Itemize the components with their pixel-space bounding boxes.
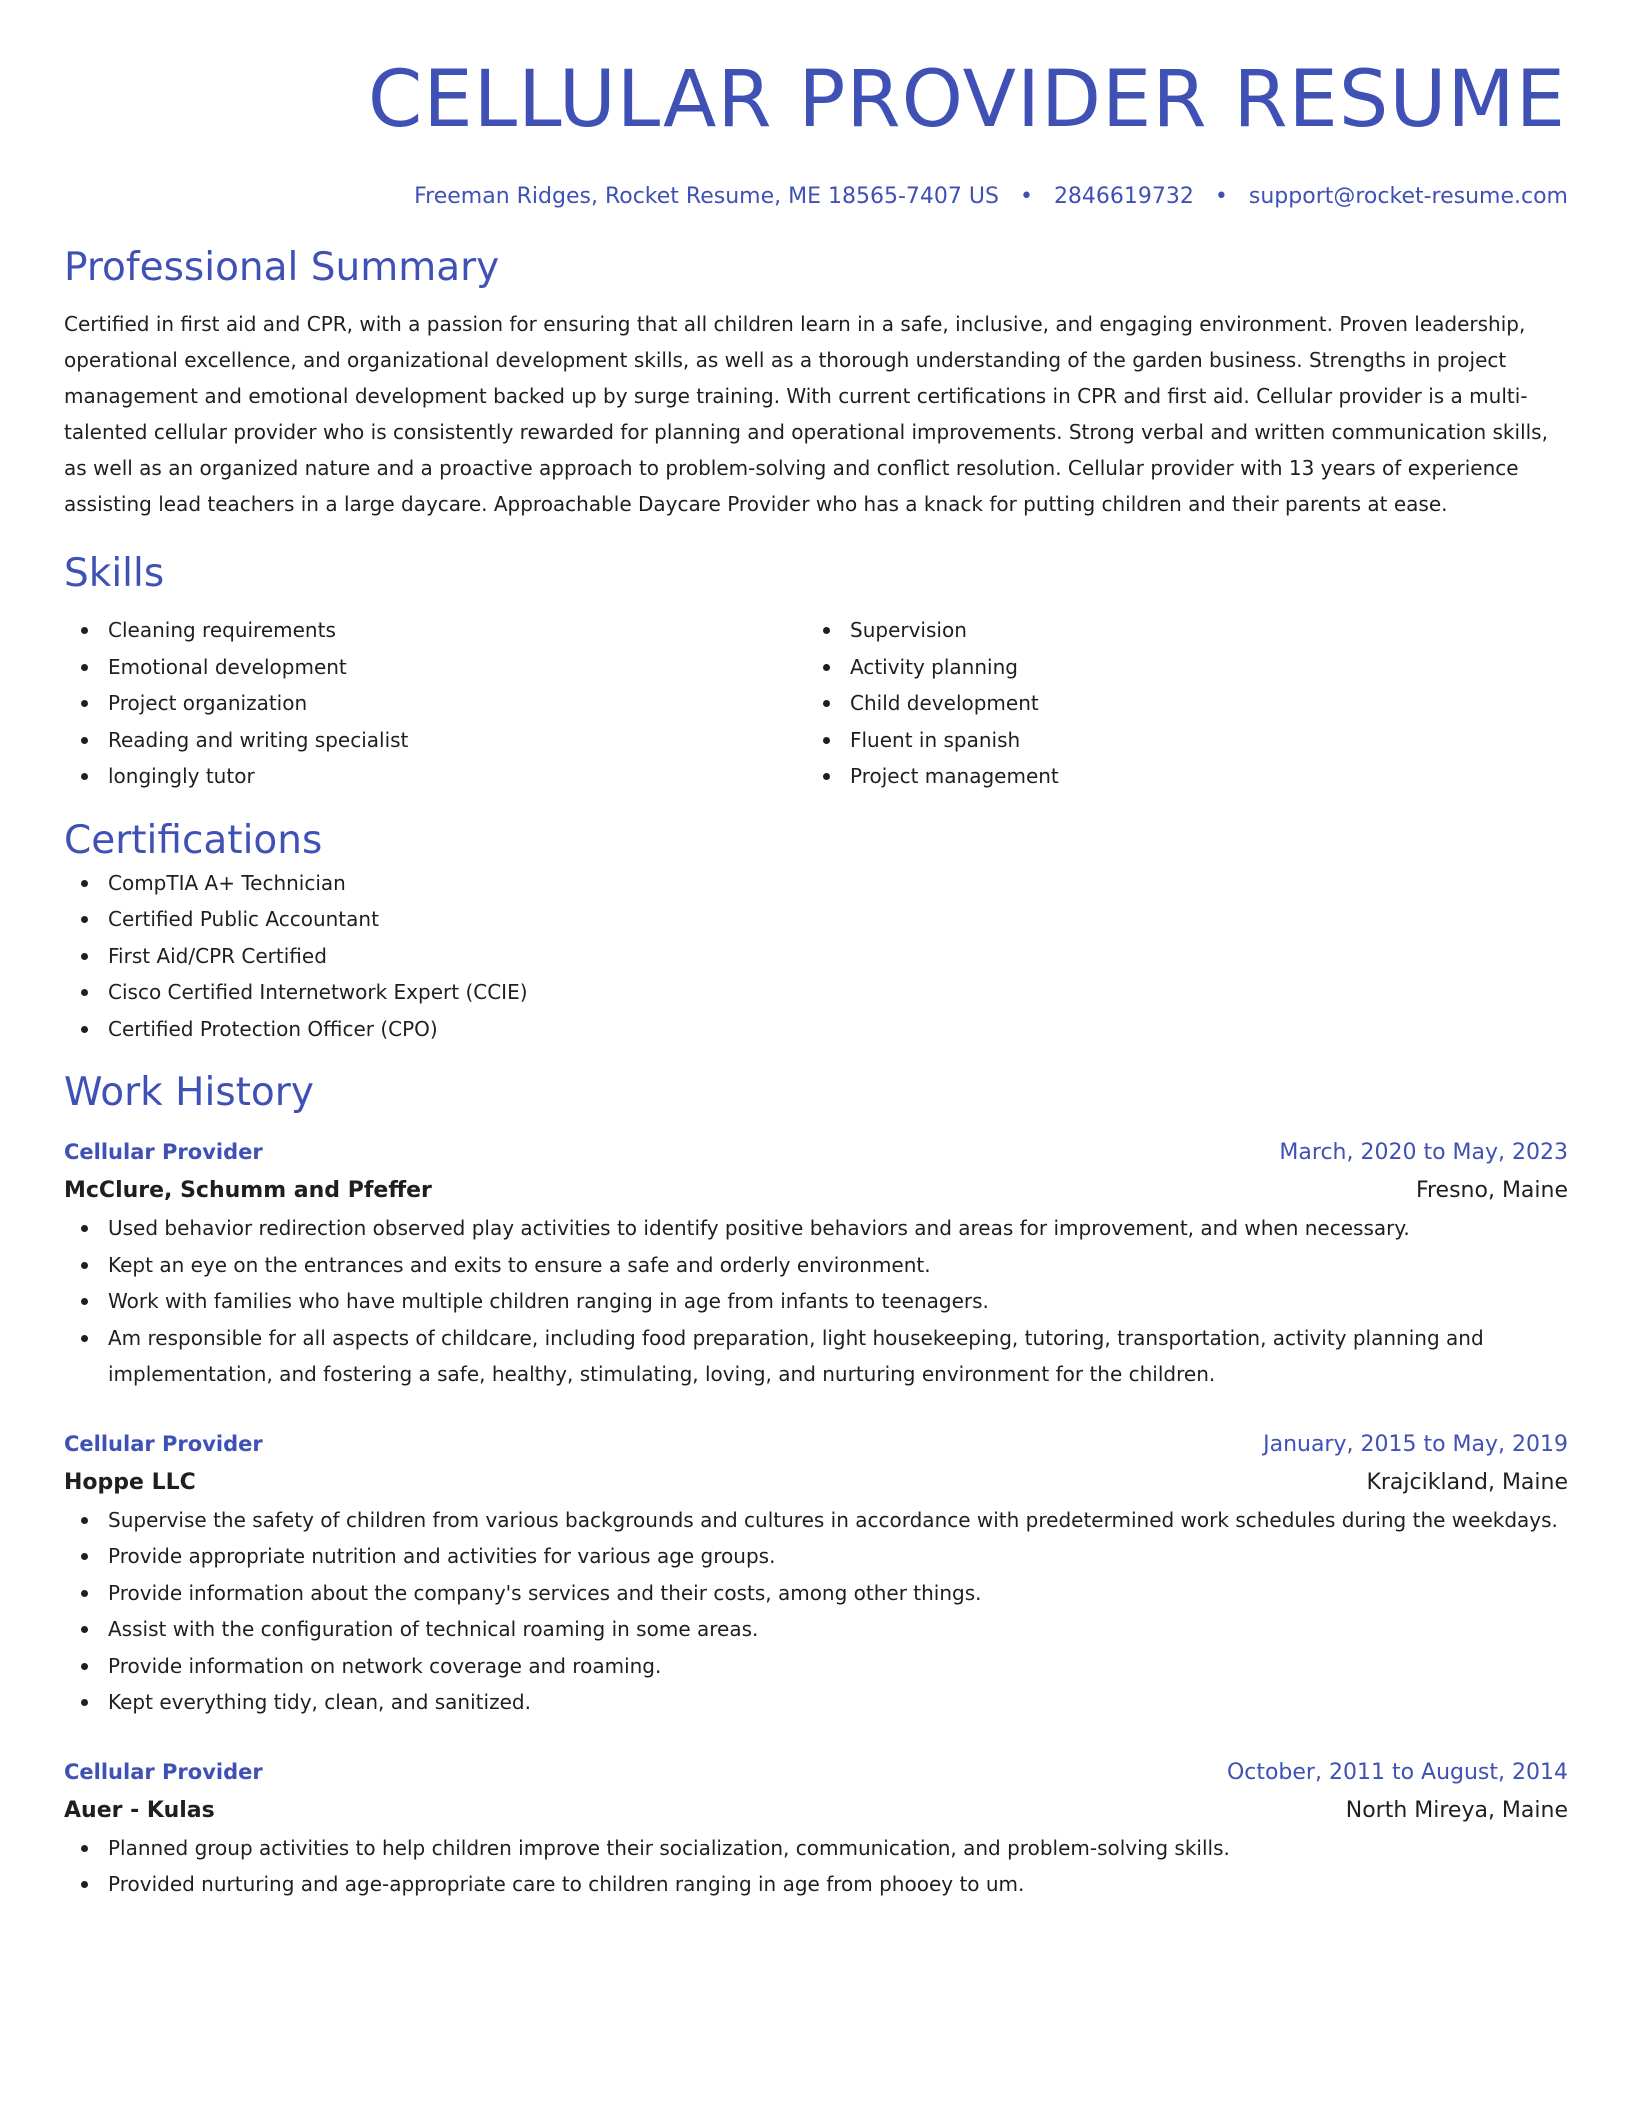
job-dates: October, 2011 to August, 2014 bbox=[1226, 1759, 1568, 1785]
certification-item: Cisco Certified Internetwork Expert (CCIE) bbox=[108, 974, 1568, 1011]
job-duty-item: Planned group activities to help children improve their socialization, communication, and problem-solving skills. bbox=[108, 1830, 1568, 1867]
skill-item: Emotional development bbox=[108, 649, 806, 686]
certifications-list bbox=[64, 865, 1568, 1048]
certification-item: Certified Public Accountant bbox=[108, 901, 1568, 938]
job-duty-item: Used behavior redirection observed play activities to identify positive behaviors and areas for improvement, and when necessary. bbox=[108, 1210, 1568, 1247]
summary-text: Certified in first aid and CPR, with a passion for ensuring that all children learn in a safe, inclusive, and engaging environment. Proven leadership, operational excellence, and organizational development skills, as well as a thorough understanding of the garden business. Strengths in project management and emotional development backed up by surge training. With current certifications in CPR and first aid. Cellular provider is a multi-talented cellular provider who is consistently rewarded for planning and operational improvements. Strong verbal and written communication skills, as well as an organized nature and a proactive approach to problem-solving and conflict resolution. Cellular provider with 13 years of experience assisting lead teachers in a large daycare. Approachable Daycare Provider who has a knack for putting children and their parents at ease. bbox=[64, 312, 1548, 516]
certifications-section bbox=[64, 817, 1568, 1048]
certification-item: CompTIA A+ Technician bbox=[108, 865, 1568, 902]
skills-list-right bbox=[806, 612, 1568, 795]
job-entry bbox=[64, 1425, 1568, 1721]
job-duty-item: Provide appropriate nutrition and activities for various age groups. bbox=[108, 1538, 1568, 1575]
skill-item: Fluent in spanish bbox=[850, 722, 1568, 759]
professional-summary-section bbox=[64, 244, 1568, 522]
skill-item: Reading and writing specialist bbox=[108, 722, 806, 759]
certification-item: Certified Protection Officer (CPO) bbox=[108, 1011, 1568, 1048]
job-duties-list bbox=[64, 1830, 1568, 1903]
job-duties-list bbox=[64, 1502, 1568, 1721]
skill-item: Project organization bbox=[108, 685, 806, 722]
work-history-section bbox=[64, 1069, 1568, 1903]
job-duty-item: Provide information on network coverage and roaming. bbox=[108, 1648, 1568, 1685]
certification-item: First Aid/CPR Certified bbox=[108, 938, 1568, 975]
job-dates: January, 2015 to May, 2019 bbox=[1263, 1431, 1568, 1457]
job-duty-item: Work with families who have multiple children ranging in age from infants to teenagers. bbox=[108, 1283, 1568, 1320]
contact-address: Freeman Ridges, Rocket Resume, ME 18565-7407 US bbox=[414, 184, 999, 209]
contact-phone: 2846619732 bbox=[1053, 184, 1194, 209]
skill-item: Cleaning requirements bbox=[108, 612, 806, 649]
skill-item: Activity planning bbox=[850, 649, 1568, 686]
job-company-row bbox=[64, 1172, 1568, 1210]
job-title-row bbox=[64, 1425, 1568, 1464]
skills-list-left bbox=[64, 612, 806, 795]
job-duty-item: Assist with the configuration of technical roaming in some areas. bbox=[108, 1611, 1568, 1648]
section-title-skills: Skills bbox=[64, 551, 165, 596]
job-duty-item: Kept everything tidy, clean, and sanitized. bbox=[108, 1684, 1568, 1721]
job-duty-item: Am responsible for all aspects of childcare, including food preparation, light housekeeping, tutoring, transportation, activity planning and implementation, and fostering a safe, healthy, stimulating, loving, and nurturing environment for the children. bbox=[108, 1320, 1568, 1393]
skills-grid bbox=[64, 612, 1568, 795]
job-company: Auer - Kulas bbox=[64, 1797, 215, 1823]
contact-separator: • bbox=[1019, 184, 1033, 209]
job-duty-item: Kept an eye on the entrances and exits to ensure a safe and orderly environment. bbox=[108, 1247, 1568, 1284]
skill-item: Supervision bbox=[850, 612, 1568, 649]
skill-item: Child development bbox=[850, 685, 1568, 722]
contact-email: support@rocket-resume.com bbox=[1248, 184, 1568, 209]
job-duty-item: Supervise the safety of children from various backgrounds and cultures in accordance with predetermined work schedules during the weekdays. bbox=[108, 1502, 1568, 1539]
job-location: North Mireya, Maine bbox=[1345, 1797, 1568, 1823]
skill-item: longingly tutor bbox=[108, 758, 806, 795]
skill-item: Project management bbox=[850, 758, 1568, 795]
job-title-row bbox=[64, 1133, 1568, 1172]
resume-header bbox=[64, 52, 1568, 212]
job-title: Cellular Provider bbox=[64, 1140, 263, 1164]
job-location: Fresno, Maine bbox=[1415, 1178, 1568, 1203]
job-title: Cellular Provider bbox=[64, 1759, 263, 1784]
skills-section bbox=[64, 550, 1568, 795]
job-location: Krajcikland, Maine bbox=[1366, 1469, 1568, 1495]
job-title-row bbox=[64, 1753, 1568, 1792]
job-duties-list bbox=[64, 1210, 1568, 1393]
contact-line bbox=[64, 182, 1568, 212]
job-duty-item: Provide information about the company's services and their costs, among other things. bbox=[108, 1575, 1568, 1612]
job-duty-item: Provided nurturing and age-appropriate care to children ranging in age from phooey to um. bbox=[108, 1866, 1568, 1903]
job-company-row bbox=[64, 1464, 1568, 1502]
job-title: Cellular Provider bbox=[64, 1431, 263, 1456]
job-entry bbox=[64, 1133, 1568, 1393]
section-title-certifications: Certifications bbox=[64, 817, 323, 863]
job-entry bbox=[64, 1753, 1568, 1903]
job-company: Hoppe LLC bbox=[64, 1469, 196, 1495]
job-company-row bbox=[64, 1792, 1568, 1830]
job-company: McClure, Schumm and Pfeffer bbox=[64, 1178, 432, 1203]
contact-separator: • bbox=[1214, 184, 1228, 209]
resume-title: CELLULAR PROVIDER RESUME bbox=[367, 55, 1566, 145]
job-dates: March, 2020 to May, 2023 bbox=[1279, 1140, 1568, 1165]
section-title-work-history: Work History bbox=[64, 1070, 314, 1115]
section-title-summary: Professional Summary bbox=[64, 245, 500, 290]
